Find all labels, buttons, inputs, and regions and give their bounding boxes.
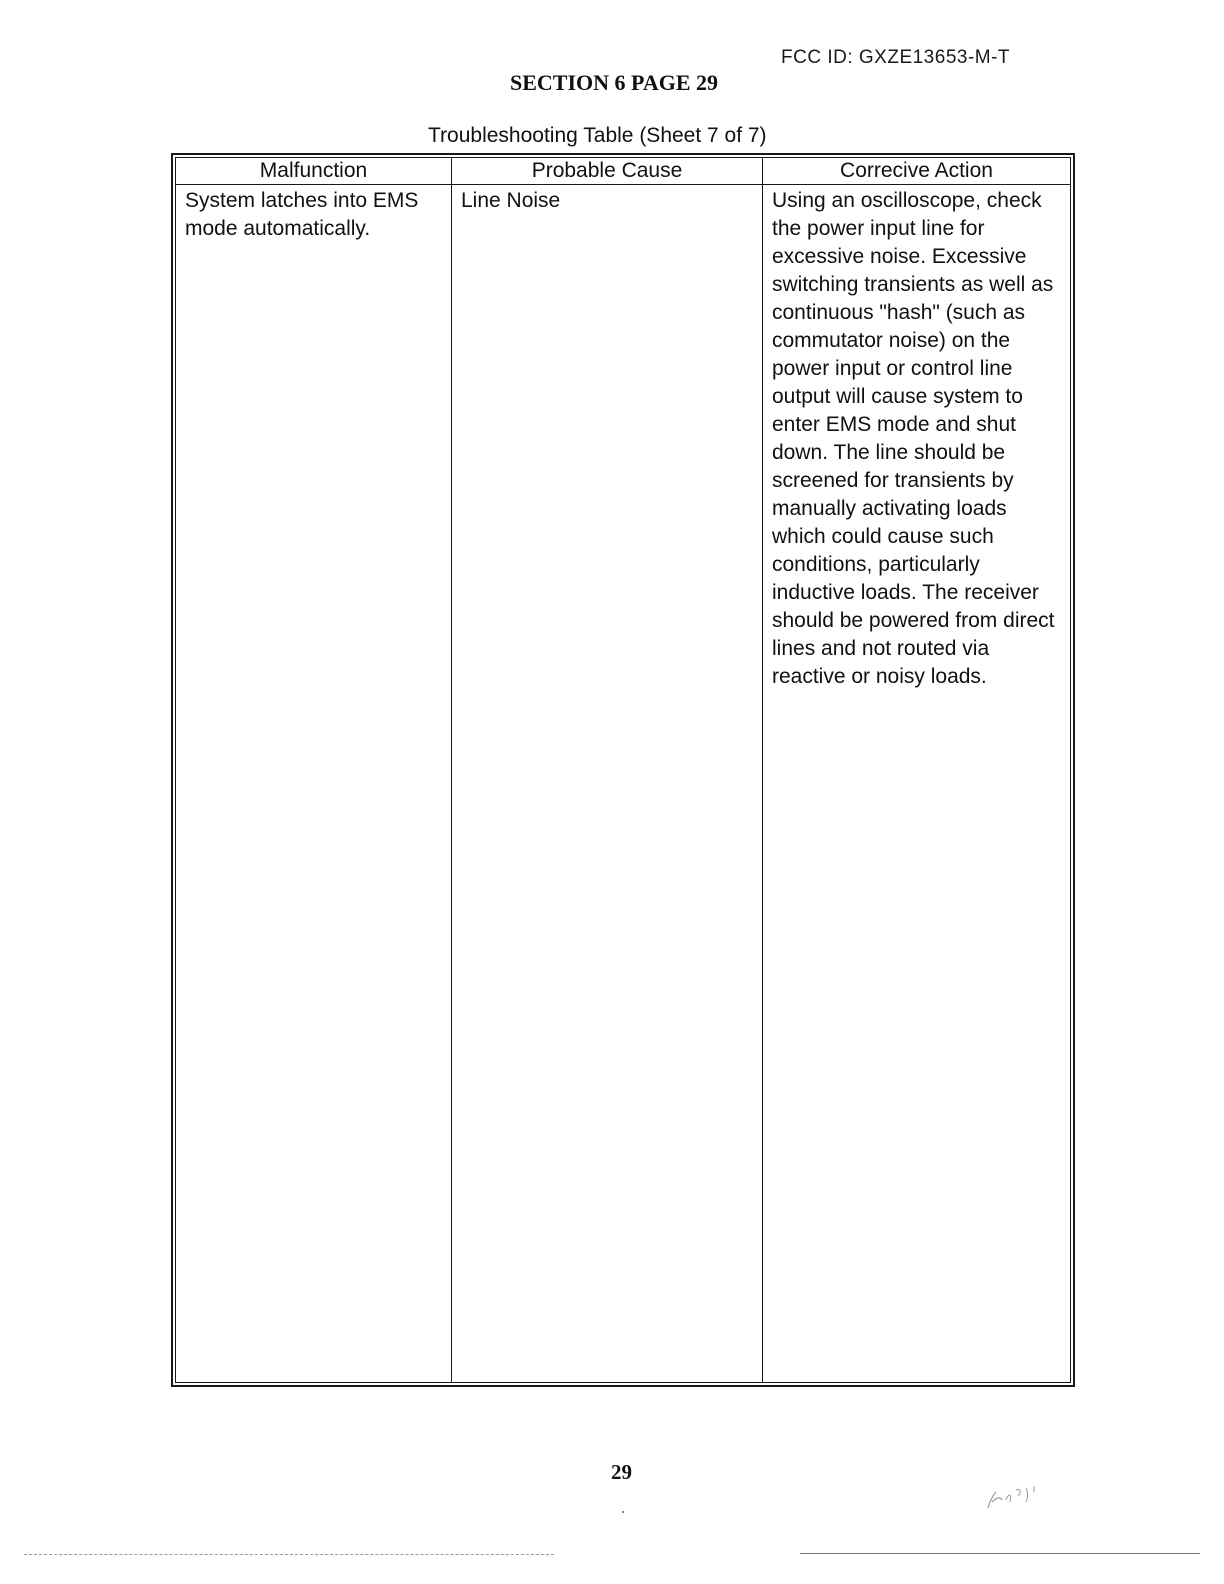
- column-header-malfunction: Malfunction: [176, 158, 452, 185]
- column-header-probable-cause: Probable Cause: [452, 158, 763, 185]
- scan-edge-line-left: [24, 1553, 554, 1555]
- table-header-row: [176, 158, 1071, 185]
- column-header-corrective-action: Correcive Action: [763, 158, 1071, 185]
- scan-speck: [622, 1511, 624, 1513]
- corrective-action-cell: Using an oscilloscope, check the power input line for excessive noise. Excessive switching transients as well as continuous "hash" (such as commutator noise) on the power input or control line output will cause system to enter EMS mode and shut down. The line should be screened for transients by manually activating loads which could cause such conditions, particularly inductive loads. The receiver should be powered from direct lines and not routed via reactive or noisy loads.: [763, 185, 1071, 1383]
- fcc-id: FCC ID: GXZE13653-M-T: [781, 47, 1011, 68]
- malfunction-cell: System latches into EMS mode automatically.: [176, 185, 452, 1383]
- troubleshooting-table-frame: [171, 153, 1075, 1387]
- table-row: [176, 185, 1071, 1383]
- table-caption: Troubleshooting Table (Sheet 7 of 7): [428, 124, 767, 147]
- section-heading: SECTION 6 PAGE 29: [510, 70, 719, 95]
- handwritten-initials-mark: [982, 1478, 1052, 1518]
- troubleshooting-table: [175, 157, 1071, 1383]
- probable-cause-cell: Line Noise: [452, 185, 763, 1383]
- scan-edge-line-right: [800, 1553, 1200, 1554]
- page-number: 29: [611, 1460, 632, 1484]
